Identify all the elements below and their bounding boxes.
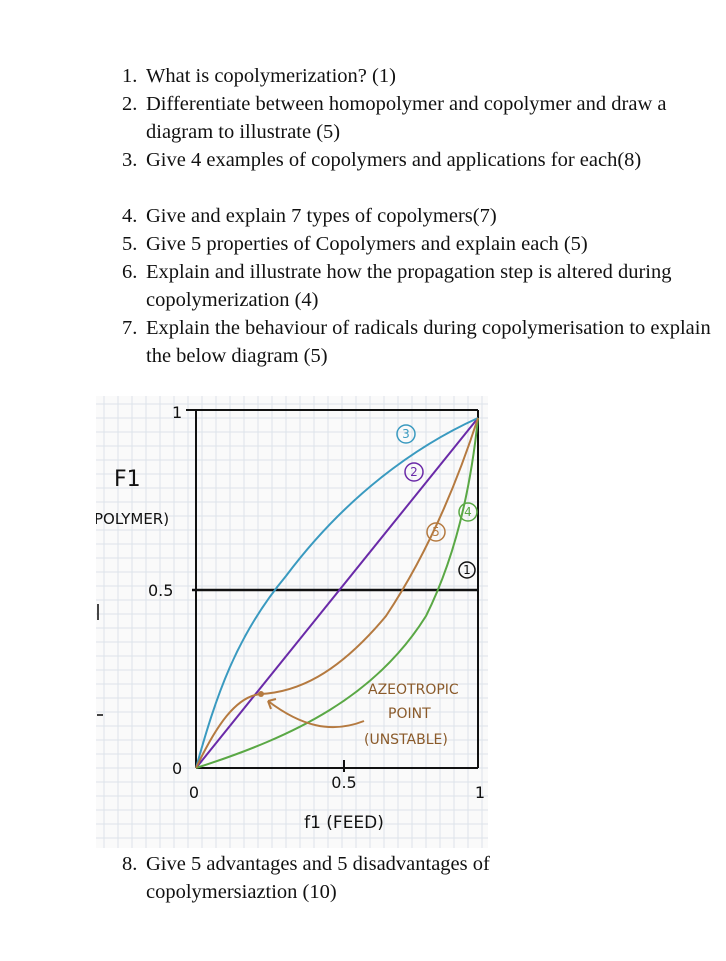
question-number: 4.	[122, 205, 138, 227]
question-3	[122, 146, 722, 174]
curve-label-5: 5	[432, 525, 440, 539]
x-tick-0.5: 0.5	[331, 773, 357, 792]
curve-label-2: 2	[410, 465, 418, 479]
question-number: 3.	[122, 149, 138, 171]
y-tick-1: 1	[172, 403, 183, 422]
question-8	[122, 850, 722, 906]
question-number: 5.	[122, 233, 138, 255]
curve-label-4: 4	[464, 505, 472, 519]
question-text: What is copolymerization? (1)	[146, 65, 396, 87]
copolymer-composition-diagram	[96, 396, 488, 848]
question-text: Give 4 examples of copolymers and applications for each(8)	[146, 149, 642, 171]
curve-label-1: 1	[463, 563, 471, 577]
x-tick-0: 0	[188, 783, 200, 802]
question-number: 1.	[122, 65, 138, 87]
y-axis-title-line1: F1	[114, 467, 141, 492]
question-text: Explain the behaviour of radicals during copolymerisation to explain the below diagram (5)	[146, 317, 711, 367]
x-axis-title: f1 (FEED)	[304, 813, 384, 833]
x-tick-1: 1	[474, 783, 486, 802]
y-axis-title-line2: POLYMER)	[96, 510, 170, 528]
question-2	[122, 90, 722, 146]
annotation-line2: POINT	[388, 706, 431, 722]
question-text: Explain and illustrate how the propagation step is altered during copolymerization (4)	[146, 261, 672, 311]
annotation-line3: (UNSTABLE)	[364, 732, 448, 748]
question-number: 8.	[122, 853, 138, 875]
margin-mark	[97, 604, 99, 620]
question-text: Differentiate between homopolymer and copolymer and draw a diagram to illustrate (5)	[146, 93, 667, 143]
question-text: Give 5 properties of Copolymers and explain each (5)	[146, 233, 588, 255]
y-tick-0.5: 0.5	[148, 581, 174, 600]
annotation-line1: AZEOTROPIC	[368, 682, 459, 698]
curve-label-3: 3	[402, 427, 410, 441]
question-number: 2.	[122, 93, 138, 115]
question-number: 7.	[122, 317, 138, 339]
question-4	[122, 202, 722, 230]
question-6	[122, 258, 722, 314]
margin-mark	[97, 714, 103, 716]
question-1	[122, 62, 722, 90]
question-7	[122, 314, 722, 370]
question-5	[122, 230, 722, 258]
question-text: Give 5 advantages and 5 disadvantages of copolymersiaztion (10)	[146, 853, 490, 903]
question-text: Give and explain 7 types of copolymers(7)	[146, 205, 497, 227]
y-tick-0: 0	[172, 759, 183, 778]
question-number: 6.	[122, 261, 138, 283]
